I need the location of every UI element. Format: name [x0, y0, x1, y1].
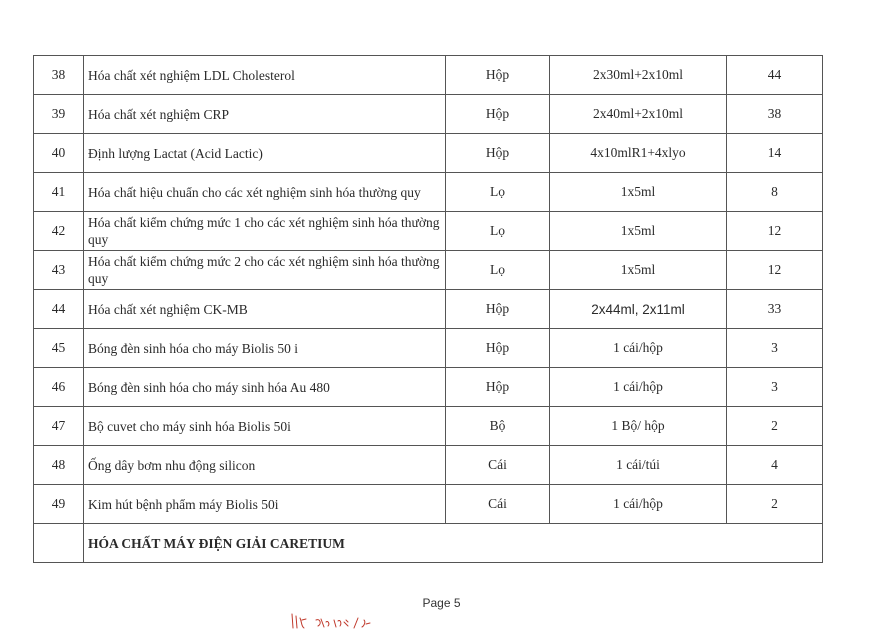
item-name: Hóa chất kiểm chứng mức 2 cho các xét nghiệm sinh hóa thường quy [84, 251, 446, 290]
table-row [34, 329, 823, 368]
row-number: 46 [34, 368, 84, 407]
row-number: 39 [34, 95, 84, 134]
item-name: Định lượng Lactat (Acid Lactic) [84, 134, 446, 173]
item-unit: Bộ [446, 407, 550, 446]
row-number: 44 [34, 290, 84, 329]
row-number: 42 [34, 212, 84, 251]
table-row [34, 290, 823, 329]
item-name: Hóa chất xét nghiệm CRP [84, 95, 446, 134]
item-spec: 1x5ml [550, 173, 727, 212]
item-name: Hóa chất hiệu chuẩn cho các xét nghiệm sinh hóa thường quy [84, 173, 446, 212]
row-number: 49 [34, 485, 84, 524]
item-spec: 1 Bộ/ hộp [550, 407, 727, 446]
item-quantity: 3 [727, 329, 823, 368]
items-table [33, 55, 823, 563]
item-name: Ống dây bơm nhu động silicon [84, 446, 446, 485]
item-unit: Hộp [446, 368, 550, 407]
table-row [34, 95, 823, 134]
item-quantity: 4 [727, 446, 823, 485]
section-heading: HÓA CHẤT MÁY ĐIỆN GIẢI CARETIUM [84, 524, 823, 563]
item-quantity: 12 [727, 251, 823, 290]
item-unit: Lọ [446, 251, 550, 290]
section-blank-cell [34, 524, 84, 563]
item-spec: 1 cái/túi [550, 446, 727, 485]
table-row [34, 368, 823, 407]
item-quantity: 2 [727, 485, 823, 524]
item-quantity: 38 [727, 95, 823, 134]
item-unit: Cái [446, 446, 550, 485]
item-quantity: 12 [727, 212, 823, 251]
item-quantity: 2 [727, 407, 823, 446]
item-spec: 4x10mlR1+4xlyo [550, 134, 727, 173]
item-spec: 1 cái/hộp [550, 329, 727, 368]
row-number: 43 [34, 251, 84, 290]
item-quantity: 33 [727, 290, 823, 329]
item-spec: 2x44ml, 2x11ml [550, 290, 727, 329]
item-unit: Hộp [446, 95, 550, 134]
item-unit: Lọ [446, 212, 550, 251]
item-name: Bóng đèn sinh hóa cho máy sinh hóa Au 480 [84, 368, 446, 407]
item-unit: Hộp [446, 134, 550, 173]
table-row [34, 212, 823, 251]
item-quantity: 8 [727, 173, 823, 212]
page-number: Page 5 [422, 596, 461, 610]
table-row [34, 485, 823, 524]
table-row [34, 251, 823, 290]
item-name: Kim hút bệnh phẩm máy Biolis 50i [84, 485, 446, 524]
item-spec: 1x5ml [550, 212, 727, 251]
table-row [34, 134, 823, 173]
row-number: 41 [34, 173, 84, 212]
row-number: 47 [34, 407, 84, 446]
table-row [34, 173, 823, 212]
table-row [34, 446, 823, 485]
item-unit: Hộp [446, 56, 550, 95]
item-unit: Hộp [446, 329, 550, 368]
item-spec: 1 cái/hộp [550, 485, 727, 524]
item-spec: 2x30ml+2x10ml [550, 56, 727, 95]
table-row [34, 56, 823, 95]
item-spec: 2x40ml+2x10ml [550, 95, 727, 134]
item-name: Hóa chất kiểm chứng mức 1 cho các xét nghiệm sinh hóa thường quy [84, 212, 446, 251]
item-quantity: 14 [727, 134, 823, 173]
item-spec: 1x5ml [550, 251, 727, 290]
item-name: Hóa chất xét nghiệm CK-MB [84, 290, 446, 329]
item-spec: 1 cái/hộp [550, 368, 727, 407]
handwritten-signature [288, 610, 398, 632]
section-row [34, 524, 823, 563]
item-quantity: 3 [727, 368, 823, 407]
row-number: 40 [34, 134, 84, 173]
item-name: Hóa chất xét nghiệm LDL Cholesterol [84, 56, 446, 95]
item-quantity: 44 [727, 56, 823, 95]
item-name: Bóng đèn sinh hóa cho máy Biolis 50 i [84, 329, 446, 368]
item-name: Bộ cuvet cho máy sinh hóa Biolis 50i [84, 407, 446, 446]
table-row [34, 407, 823, 446]
item-unit: Hộp [446, 290, 550, 329]
row-number: 48 [34, 446, 84, 485]
item-unit: Lọ [446, 173, 550, 212]
row-number: 45 [34, 329, 84, 368]
table-body [34, 56, 823, 563]
row-number: 38 [34, 56, 84, 95]
item-unit: Cái [446, 485, 550, 524]
